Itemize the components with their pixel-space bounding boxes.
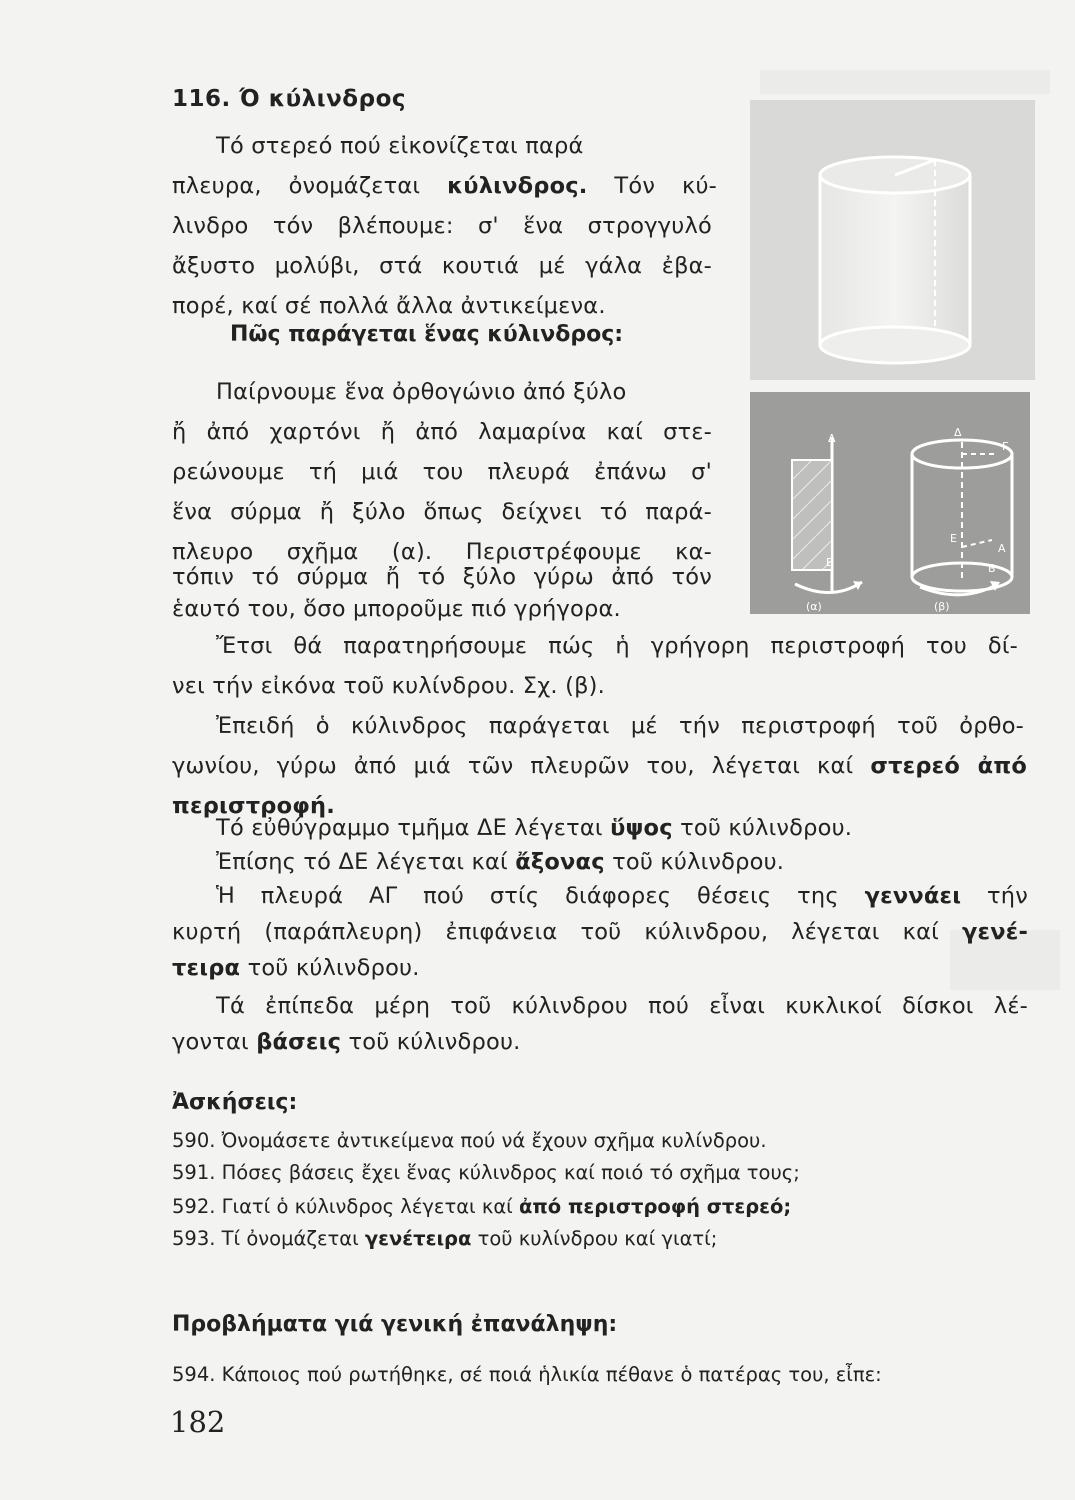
text-run: λινδρο τόν βλέπουμε: σ' ἕνα στρογγυλό: [172, 213, 712, 239]
text-run: ἑαυτό του, ὅσο μποροῦμε πιό γρήγορα.: [172, 596, 621, 622]
text-run: ἄξυστο μολύβι, στά κουτιά μέ γάλα ἐβα-: [172, 253, 712, 279]
text-run: Τό στερεό πού εἰκονίζεται παρά: [216, 133, 584, 159]
cylinder-photo-figure: [750, 100, 1035, 380]
label-gamma-b: Γ: [1002, 440, 1009, 453]
bold-term: τειρα: [172, 955, 241, 981]
text-run: ἤ ἀπό χαρτόνι ἤ ἀπό λαμαρίνα καί στε-: [172, 419, 712, 445]
rotation-arrow: [795, 582, 862, 593]
caption-b: (β): [934, 600, 950, 613]
text-run: πορέ, καί σέ πολλά ἄλλα ἀντικείμενα.: [172, 293, 606, 319]
caption-a: (α): [806, 600, 822, 613]
text-line: [172, 948, 420, 988]
label-alpha-b: Α: [998, 542, 1006, 555]
bleed-through-shadow: [760, 70, 1050, 94]
text-line: [216, 876, 1028, 916]
page-number: 182: [170, 1405, 226, 1439]
subheading: Πῶς παράγεται ἕνας κύλινδρος:: [230, 322, 624, 347]
text-line: [172, 746, 1027, 786]
text-run: νει τήν εἰκόνα τοῦ κυλίνδρου. Σχ. (β).: [172, 673, 605, 699]
bold-term: περιστροφή.: [172, 793, 336, 819]
text-run: τοῦ κύλινδρου.: [672, 815, 853, 841]
bold-term: κύλινδρος.: [447, 173, 588, 199]
text-line: [216, 706, 1024, 746]
text-line: [172, 666, 605, 706]
text-run: Τόν κύ-: [587, 173, 717, 199]
text-run: Ἡ πλευρά ΑΓ πού στίς διάφορες θέσεις της: [216, 883, 865, 909]
text-run: Παίρνουμε ἕνα ὀρθογώνιο ἀπό ξύλο: [216, 379, 627, 405]
text-run: τήν: [961, 883, 1029, 909]
text-run: γωνίου, γύρω ἀπό μιά τῶν πλευρῶν του, λέγεται καί: [172, 753, 871, 779]
exercises-heading: Ἀσκήσεις:: [172, 1090, 298, 1115]
bold-term: ἀπό περιστροφή στερεό;: [518, 1195, 792, 1218]
problems-heading: Προβλήματα γιά γενική ἐπανάληψη:: [172, 1312, 618, 1337]
label-epsilon-a: Ε: [826, 556, 833, 569]
bold-term: γενέτειρα: [364, 1227, 472, 1250]
text-run: 592. Γιατί ὁ κύλινδρος λέγεται καί: [172, 1195, 519, 1218]
bold-term: γενέ-: [961, 919, 1028, 945]
text-run: πλευρα, ὀνομάζεται: [172, 173, 448, 199]
exercise-item: [172, 1224, 717, 1254]
cylinder-icon: [750, 100, 1035, 380]
text-run: Ἔτσι θά παρατηρήσουμε πώς ἡ γρήγορη περιστροφή του δί-: [216, 633, 1018, 659]
text-run: ρεώνουμε τή μιά του πλευρά ἐπάνω σ': [172, 459, 712, 485]
text-line: [172, 1022, 521, 1062]
text-line: [216, 986, 1028, 1026]
text-run: 593. Τί ὀνομάζεται: [172, 1227, 365, 1250]
text-run: γονται: [172, 1029, 257, 1055]
label-epsilon-b: Ε: [950, 532, 957, 545]
text-line: [216, 126, 584, 166]
text-run: τόπιν τό σύρμα ἤ τό ξύλο γύρω ἀπό τόν: [172, 564, 712, 590]
bold-term: γεννάει: [864, 883, 962, 909]
text-run: 590. Ὀνομάσετε ἀντικείμενα πού νά ἔχουν σχῆμα κυλίνδρου.: [172, 1129, 767, 1152]
text-run: τοῦ κυλίνδρου καί γιατί;: [471, 1227, 718, 1250]
text-run: Ἐπειδή ὁ κύλινδρος παράγεται μέ τήν περιστροφή τοῦ ὀρθο-: [216, 713, 1024, 739]
bold-term: ὕψος: [610, 815, 673, 841]
text-run: τοῦ κύλινδρου.: [341, 1029, 521, 1055]
text-line: [172, 452, 712, 492]
text-line: [172, 246, 712, 286]
text-run: Τό εὐθύγραμμο τμῆμα ΔΕ λέγεται: [216, 815, 611, 841]
text-line: [172, 912, 1028, 952]
section-title: 116. Ό κύλινδρος: [172, 86, 407, 112]
text-line: [172, 286, 606, 326]
text-line: [216, 626, 1018, 666]
text-run: Ἐπίσης τό ΔΕ λέγεται καί: [216, 849, 516, 875]
text-run: 594. Κάποιος πού ρωτήθηκε, σέ ποιά ἡλικία πέθανε ὁ πατέρας του, εἶπε:: [172, 1363, 882, 1386]
label-beta-b: Β: [988, 562, 996, 575]
exercise-item: [172, 1192, 791, 1222]
cylinder-generation-figure: [750, 392, 1030, 614]
text-run: τοῦ κύλινδρου.: [604, 849, 785, 875]
rotating-rectangle-diagram: [750, 392, 1030, 614]
problem-item: [172, 1360, 882, 1390]
text-run: τοῦ κύλινδρου.: [240, 955, 420, 981]
exercise-item: [172, 1158, 800, 1188]
bold-term: στερεό ἀπό: [870, 753, 1027, 779]
text-line: [172, 206, 712, 246]
text-line: [172, 492, 712, 532]
text-run: Τά ἐπίπεδα μέρη τοῦ κύλινδρου πού εἶναι κυκλικοί δίσκοι λέ-: [216, 993, 1028, 1019]
text-run: κυρτή (παράπλευρη) ἐπιφάνεια τοῦ κύλινδρου, λέγεται καί: [172, 919, 962, 945]
text-line: [172, 166, 717, 206]
exercise-item: [172, 1126, 767, 1156]
label-delta-a: Δ: [828, 432, 836, 445]
text-run: πλευρο σχῆμα (α). Περιστρέφουμε κα-: [172, 539, 712, 565]
bold-term: βάσεις: [256, 1029, 342, 1055]
label-delta-b: Δ: [954, 426, 962, 439]
bold-term: ἄξονας: [515, 849, 605, 875]
text-line: [216, 372, 627, 412]
text-line: [172, 589, 621, 629]
text-run: 591. Πόσες βάσεις ἔχει ἕνας κύλινδρος καί ποιό τό σχῆμα τους;: [172, 1161, 800, 1184]
text-run: ἕνα σύρμα ἤ ξύλο ὅπως δείχνει τό παρά-: [172, 499, 712, 525]
text-line: [172, 412, 712, 452]
